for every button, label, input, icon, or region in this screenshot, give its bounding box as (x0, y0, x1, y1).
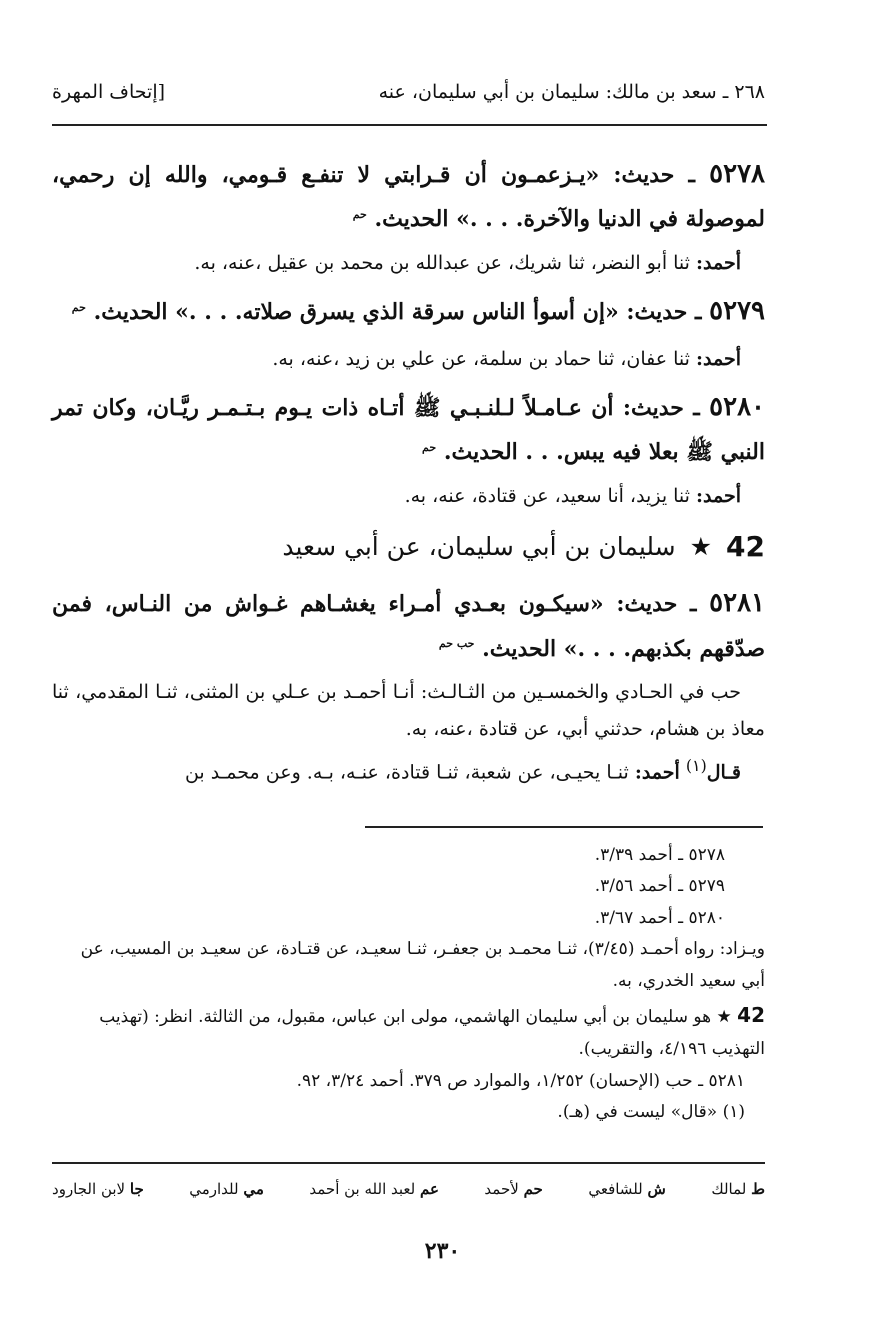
entry-heading (52, 287, 765, 336)
para-lead: قـال (706, 760, 741, 783)
sigla-mark: حم (352, 208, 367, 222)
entry-number: ٥٢٧٨ (709, 159, 765, 189)
entry-text: ـ حديث: «سيكـون بعـدي أمـراء يغشـاهم غـواش من النـاس، فمن صدّقهم بكذبهم. . . .» الحديث. (52, 591, 765, 662)
legend-item (588, 1180, 666, 1198)
entry-paragraph (52, 751, 765, 790)
entry-heading (52, 383, 765, 474)
entry-5279 (52, 287, 765, 376)
entry-5280 (52, 383, 765, 514)
legend-item (711, 1180, 765, 1198)
entry-heading (52, 150, 765, 241)
entry-text: ـ حديث: «إن أسوأ الناس سرقة الذي يسرق صلاته. . . .» الحديث. (93, 299, 702, 326)
isnad-source: أحمد: (696, 347, 741, 370)
legend-label: لابن الجارود (52, 1180, 126, 1198)
sigla-mark: حم (422, 440, 437, 454)
entry-isnad (52, 341, 765, 377)
legend-item (484, 1180, 542, 1198)
main-text (52, 150, 765, 794)
footnote-ref: (١) (685, 755, 707, 775)
footnote-line: (١) «قال» ليست في (هـ). (557, 1102, 745, 1123)
header-rule (52, 124, 767, 126)
isnad-text: ثنا أبو النضر، ثنا شريك، عن عبدالله بن محمد بن عقيل ،عنه، به. (194, 252, 690, 275)
entry-text: ـ حديث: «يـزعمـون أن قـرابتي لا تنفـع قـومي، والله إن رحمي، لموصولة في الدنيا والآخرة. . . .» الحديث. (52, 162, 765, 233)
footnote-line (52, 997, 765, 1065)
legend-label: للشافعي (588, 1180, 643, 1198)
entry-number: ٥٢٨٠ (709, 391, 765, 422)
legend-item (52, 1180, 144, 1198)
footnote-line: ٥٢٧٨ ـ أحمد ٣/٣٩. (594, 845, 725, 865)
entry-heading (52, 579, 765, 670)
legend-code: مي (243, 1180, 264, 1198)
entry-number: ٥٢٧٩ (709, 296, 765, 327)
legend-code: ط (751, 1180, 765, 1198)
isnad-text: ثنا عفان، ثنا حماد بن سلمة، عن علي بن زيد ،عنه، به. (272, 347, 690, 370)
entry-isnad (52, 478, 765, 514)
footnote-number: 42 (737, 1003, 765, 1028)
entry-number: ٥٢٨١ (709, 588, 765, 619)
footnote-rule (365, 826, 763, 828)
legend-code: عم (420, 1180, 439, 1198)
isnad-source: أحمد: (696, 252, 741, 275)
footnotes (52, 840, 765, 1129)
star-icon: ★ (716, 1007, 732, 1028)
para-text: ثنـا يحيـى، عن شعبة، ثنـا قتادة، عنـه، بـه. وعن محمـد بن (184, 760, 629, 783)
footnote-line: ويـزاد: رواه أحمـد (٣/٤٥)، ثنـا محمـد بن جعفـر، ثنـا سعيـد، عن قتـادة، عن سعيـد بن المسيب، عن أبي سعيد الخدري، به. (80, 939, 765, 991)
legend-label: لعبد الله بن أحمد (309, 1180, 416, 1198)
entry-text: ـ حديث: أن عـامـلاً لـلنـبـي ﷺ أتـاه ذات يـوم بـتـمـر ريَّـان، وكان تمر النبي ﷺ بعلا فيه يبس. . . الحديث. (52, 394, 765, 466)
sigla-legend (52, 1180, 765, 1198)
section-heading: سليمان بن أبي سليمان، عن أبي سعيد (282, 531, 676, 561)
running-header (52, 72, 765, 112)
header-right: ٢٦٨ ـ سعد بن مالك: سليمان بن أبي سليمان، عنه (378, 81, 765, 103)
legend-label: للدارمي (189, 1180, 239, 1198)
footnote-text: هو سليمان بن أبي سليمان الهاشمي، مولى ابن عباس، مقبول، من الثالثة. انظر: (تهذيب التهذيب ٤/١٩٦، والتقريب). (99, 1007, 765, 1060)
footnote-line: ٥٢٨١ ـ حب (الإحسان) ١/٢٥٢، والموارد ص ٣٧٩. أحمد ٣/٢٤، ٩٢. (296, 1070, 745, 1091)
sigla-mark: حم (71, 300, 86, 314)
footnote-line: ٥٢٨٠ ـ أحمد ٣/٦٧. (594, 907, 725, 928)
isnad-source: أحمد: (696, 484, 741, 507)
legend-label: لأحمد (484, 1180, 519, 1198)
entry-5278 (52, 150, 765, 281)
legend-item (309, 1180, 439, 1198)
legend-rule (52, 1162, 765, 1164)
legend-code: ش (647, 1180, 666, 1198)
legend-code: جا (129, 1180, 144, 1198)
legend-item (189, 1180, 264, 1198)
legend-label: لمالك (711, 1180, 747, 1198)
entry-isnad (52, 245, 765, 281)
legend-code: حم (523, 1180, 543, 1198)
sigla-mark: حب حم (438, 637, 475, 651)
entry-5281 (52, 579, 765, 790)
entry-paragraph: حب في الحـادي والخمسـين من الثـالـث: أنـا أحمـد بن عـلي بن المثنى، ثنـا المقدمي، ثنا معاذ بن هشام، حدثني أبي، عن قتادة ،عنه، به. (52, 681, 765, 740)
star-icon: ★ (689, 531, 713, 561)
section-title (52, 520, 765, 573)
isnad-source: أحمد: (634, 760, 680, 783)
isnad-text: ثنا يزيد، أنا سعيد، عن قتادة، عنه، به. (404, 484, 690, 507)
header-left: [إتحاف المهرة (52, 81, 166, 103)
page-number: ٢٣٠ (424, 1238, 461, 1264)
footnote-line: ٥٢٧٩ ـ أحمد ٣/٥٦. (594, 876, 725, 897)
section-number: 42 (726, 530, 765, 564)
